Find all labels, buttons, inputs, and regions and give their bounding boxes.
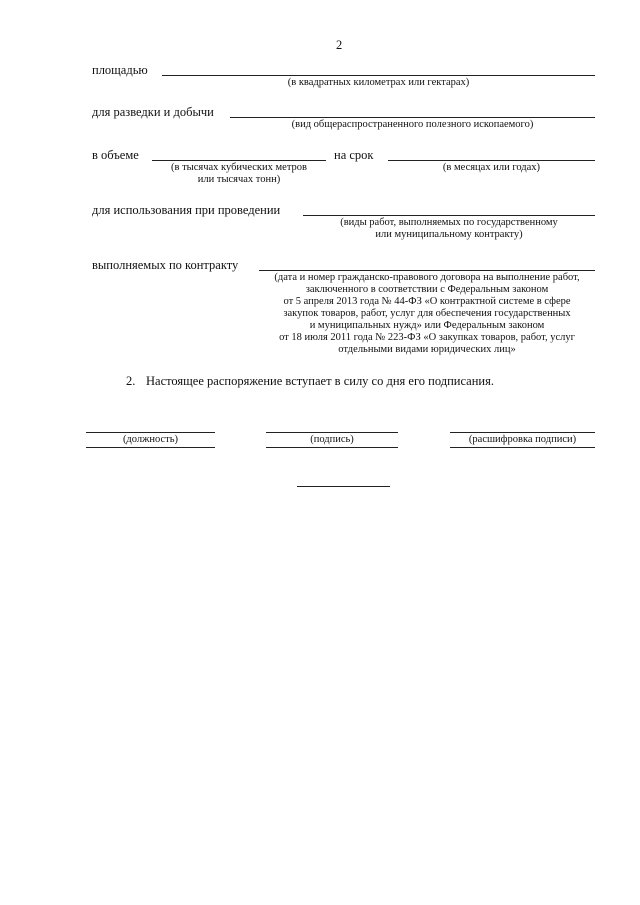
contract-hint-line: отдельными видами юридических лиц» (338, 344, 516, 355)
contract-hint-line: закупок товаров, работ, услуг для обеспечения государственных (283, 308, 571, 319)
term-input-line[interactable] (388, 160, 595, 161)
area-hint: (в квадратных километрах или гектарах) (287, 77, 470, 88)
position-hint: (должность) (122, 434, 179, 445)
area-label: площадью (92, 63, 148, 77)
exploration-label: для разведки и добычи (92, 105, 214, 119)
contract-label: выполняемых по контракту (92, 258, 239, 272)
end-separator (297, 486, 390, 487)
position-line[interactable] (86, 432, 215, 433)
term-label: на срок (334, 148, 374, 162)
position-underline (86, 447, 215, 448)
volume-label: в объеме (92, 148, 139, 162)
contract-hint-line: и муниципальных нужд» или Федеральным законом (309, 320, 545, 331)
clause-number: 2. (126, 374, 136, 388)
exploration-input-line[interactable] (230, 117, 595, 118)
contract-hint-line: заключенного в соответствии с Федеральным законом (305, 284, 549, 295)
signature-underline (266, 447, 398, 448)
contract-hint (259, 272, 595, 356)
contract-hint-line: (дата и номер гражданско-правового договора на выполнение работ, (274, 272, 580, 283)
decode-underline (450, 447, 595, 448)
signature-line[interactable] (266, 432, 398, 433)
clause-text: Настоящее распоряжение вступает в силу со дня его подписания. (146, 374, 494, 388)
page-number: 2 (336, 38, 343, 52)
usage-input-line[interactable] (303, 215, 595, 216)
contract-hint-line: от 5 апреля 2013 года № 44-ФЗ «О контрактной системе в сфере (283, 296, 571, 307)
usage-hint-2: или муниципальному контракту) (375, 229, 523, 240)
contract-hint-line: от 18 июля 2011 года № 223-ФЗ «О закупках товаров, работ, услуг (279, 332, 575, 343)
term-hint: (в месяцах или годах) (442, 162, 541, 173)
contract-input-line[interactable] (259, 270, 595, 271)
exploration-hint: (вид общераспространенного полезного ископаемого) (291, 119, 534, 130)
decode-line[interactable] (450, 432, 595, 433)
usage-label: для использования при проведении (92, 203, 281, 217)
usage-hint-1: (виды работ, выполняемых по государственному (340, 217, 558, 228)
signature-hint: (подпись) (310, 434, 354, 445)
area-input-line[interactable] (162, 75, 595, 76)
volume-input-line[interactable] (152, 160, 326, 161)
volume-hint-2: или тысячах тонн) (197, 174, 281, 185)
volume-hint-1: (в тысячах кубических метров (171, 162, 307, 173)
decode-hint: (расшифровка подписи) (468, 434, 577, 445)
